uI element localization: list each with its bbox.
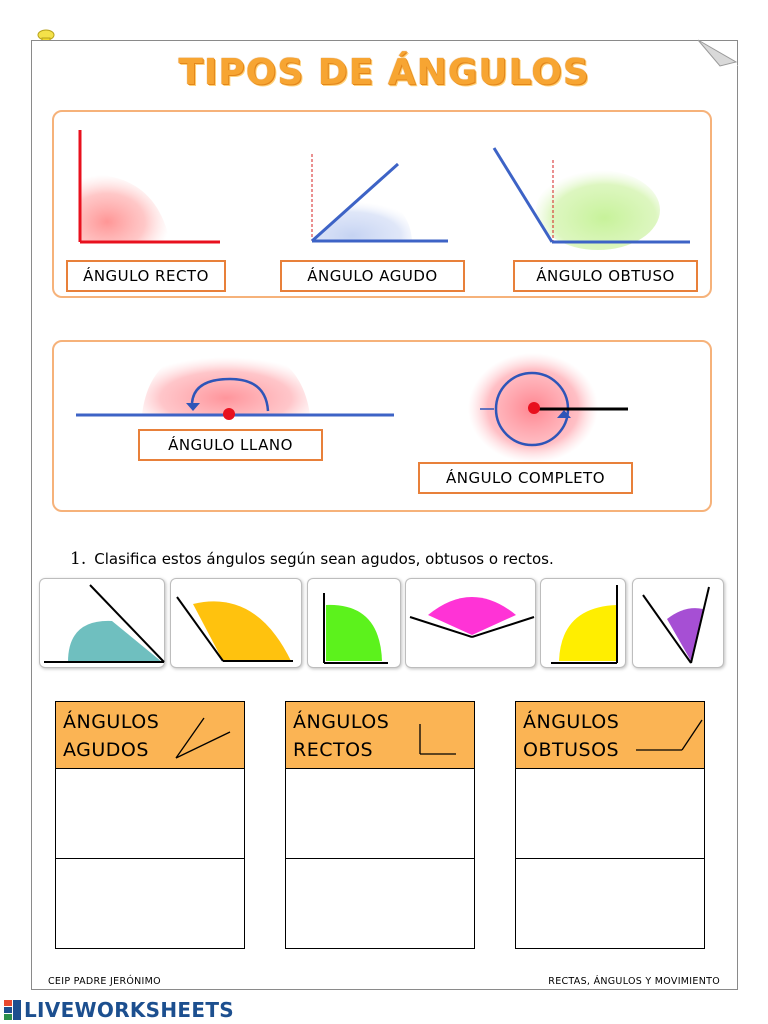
column-obtuse-header — [516, 702, 704, 769]
page-title: TIPOS DE ÁNGULOS — [178, 52, 590, 93]
label-acute-angle: ÁNGULO AGUDO — [280, 260, 465, 292]
straight-angle-figure — [70, 345, 400, 425]
column-right — [285, 701, 475, 949]
angle-card-purple[interactable] — [632, 578, 724, 668]
column-acute-header — [56, 702, 244, 769]
drop-zone-right-2[interactable] — [286, 859, 474, 947]
liveworksheets-badge-icon — [4, 1000, 21, 1020]
column-right-header — [286, 702, 474, 769]
brand-name: LIVEWORKSHEETS — [24, 998, 235, 1022]
footer-school: CEIP PADRE JERÓNIMO — [48, 976, 161, 987]
drop-zone-acute-2[interactable] — [56, 859, 244, 947]
column-right-line1: ÁNGULOS — [293, 711, 390, 733]
label-obtuse-angle: ÁNGULO OBTUSO — [513, 260, 698, 292]
label-straight-angle: ÁNGULO LLANO — [138, 429, 323, 461]
label-right-angle: ÁNGULO RECTO — [66, 260, 226, 292]
label-full-angle: ÁNGULO COMPLETO — [418, 462, 633, 494]
drop-zone-obtuse-1[interactable] — [516, 769, 704, 859]
drop-zone-right-1[interactable] — [286, 769, 474, 859]
drop-zone-acute-1[interactable] — [56, 769, 244, 859]
column-obtuse-line1: ÁNGULOS — [523, 711, 620, 733]
right-angle-icon — [416, 722, 458, 758]
full-angle-figure — [466, 352, 636, 462]
angle-card-orange[interactable] — [170, 578, 302, 668]
column-acute-line2: AGUDOS — [63, 739, 149, 761]
drop-zone-obtuse-2[interactable] — [516, 859, 704, 947]
column-obtuse-line2: OBTUSOS — [523, 739, 620, 761]
acute-angle-icon-base — [174, 726, 236, 760]
angle-card-teal[interactable] — [39, 578, 165, 668]
column-acute — [55, 701, 245, 949]
obtuse-angle-figure — [488, 140, 698, 250]
angle-card-green[interactable] — [307, 578, 401, 668]
angle-card-magenta[interactable] — [405, 578, 536, 668]
column-acute-line1: ÁNGULOS — [63, 711, 160, 733]
exercise-number: 1. — [70, 549, 87, 569]
right-angle-figure — [60, 120, 230, 250]
exercise-instruction — [70, 549, 554, 569]
angle-card-yellow[interactable] — [540, 578, 626, 668]
liveworksheets-logo — [4, 998, 234, 1022]
obtuse-angle-icon — [634, 716, 704, 756]
acute-angle-figure — [300, 150, 460, 250]
footer-topic: RECTAS, ÁNGULOS Y MOVIMIENTO — [548, 976, 720, 987]
column-right-line2: RECTOS — [293, 739, 374, 761]
exercise-text: Clasifica estos ángulos según sean agudos, obtusos o rectos. — [94, 550, 554, 568]
column-obtuse — [515, 701, 705, 949]
